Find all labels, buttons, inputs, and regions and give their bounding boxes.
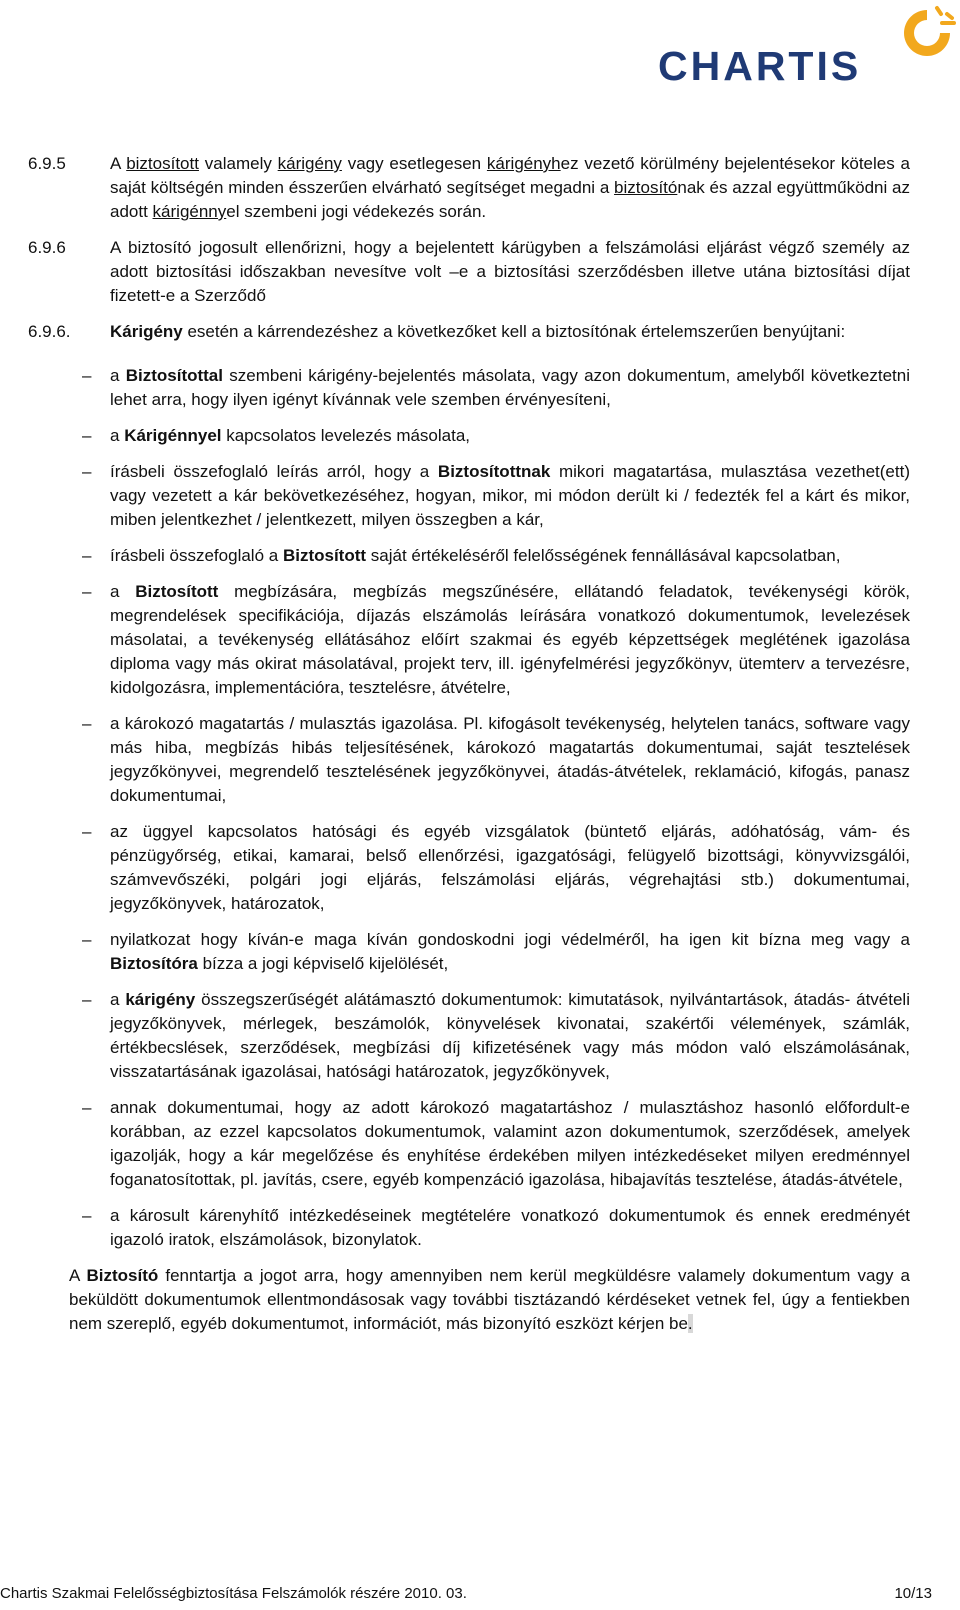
section-number: 6.9.5 bbox=[28, 154, 66, 173]
closing-paragraph: A Biztosító fenntartja a jogot arra, hogy amennyiben nem kerül megküldésre valamely dokumentum vagy a beküldött dokumentumok ellentmondásosak vagy további tisztázandó kérdéseket vetnek fel, úgy a fentiekben nem szereplő, egyéb dokumentumot, információt, más bizonyító eszközt kérjen be. bbox=[69, 1266, 911, 1333]
section-text: Kárigény esetén a kárrendezéshez a következőket kell a biztosítónak értelemszerűen benyújtani: bbox=[110, 322, 846, 341]
sun-icon bbox=[898, 4, 956, 62]
section-text: A biztosító jogosult ellenőrizni, hogy a bejelentett kárügyben a felszámolási eljárást végző személy az adott biztosítási időszakban nevesítve volt –e a biztosítási szerződésben illetve utána biztosítási díjat fizetett-e a Szerződő bbox=[110, 238, 910, 305]
list-item: – a Biztosított megbízására, megbízás megszűnésére, ellátandó feladatok, tevékenységi körök, megrendelések specifikációja, díjazás elszámolás leírására vonatkozó dokumentumok, levelezések másolatai, a tevékenység ellátásához előírt szakmai és egyéb képzettségek meglétének igazolása diploma vagy más okirat másolatával, projekt terv, ill. igényfelmérési jegyzőkönyv, ütemterv a tervezésre, kidolgozásra, implementációra, tesztelésre, átvételre, bbox=[82, 582, 911, 697]
list-item: – a Kárigénnyel kapcsolatos levelezés másolata, bbox=[82, 426, 471, 445]
section-6-9-6-claim bbox=[28, 320, 910, 344]
list-item: – a Biztosítottal szembeni kárigény-bejelentés másolata, vagy azon dokumentum, amelyből következtetni lehet arra, hogy ilyen igényt kívánnak vele szemben érvényesíteni, bbox=[82, 366, 910, 409]
section-number: 6.9.6. bbox=[28, 322, 71, 341]
list-item: – az üggyel kapcsolatos hatósági és egyéb vizsgálatok (büntető eljárás, adóhatóság, vám- és pénzügyőrség, etikai, kamarai, belső ellenőrzési, igazgatósági, felügyelő bizottsági, könyvvizsgálói, számvevőszéki, polgári jogi eljárás, felszámolási eljárás, végrehajtási stb.) dokumentumai, jegyzőkönyvek, határozatok, bbox=[82, 822, 910, 913]
section-number: 6.9.6 bbox=[28, 238, 66, 257]
list-item: – írásbeli összefoglaló leírás arról, hogy a Biztosítottnak mikori magatartása, mulasztása vezethet(ett) vagy vezetett a kár bekövetkezéséhez, hogyan, mikor, mi módon derült ki / fedezték fel a kárt és mikor, miben jelentkezhet / jelentkezett, milyen összegben a kár, bbox=[82, 462, 910, 529]
section-6-9-6-check bbox=[28, 236, 910, 308]
chartis-logo bbox=[658, 4, 956, 88]
list-item: – a károsult kárenyhítő intézkedéseinek megtételére vonatkozó dokumentumok és ennek eredményét igazoló iratok, elszámolások, bizonylatok. bbox=[82, 1206, 910, 1249]
logo-wordmark: CHARTIS bbox=[658, 43, 862, 89]
footer-title: Chartis Szakmai Felelősségbiztosítása Felszámolók részére 2010. 03. bbox=[0, 1585, 467, 1602]
section-6-9-5 bbox=[28, 152, 910, 224]
section-text: A biztosított valamely kárigény vagy esetlegesen kárigényhez vezető körülmény bejelentésekor köteles a saját költségén minden ésszerűen elvárható segítséget megadni a biztosítónak és azzal együttműködni az adott kárigénnyel szembeni jogi védekezés során. bbox=[110, 154, 910, 221]
list-item: – a károkozó magatartás / mulasztás igazolása. Pl. kifogásolt tevékenység, helytelen tanács, software vagy más hiba, megbízás hibás teljesítésének, károkozó magatartás dokumentumai, saját tesztelések jegyzőkönyvei, megrendelő tesztelésének jegyzőkönyvei, átadás-átvételek, reklamáció, kifogás, panasz dokumentumai, bbox=[82, 714, 910, 805]
list-item: – annak dokumentumai, hogy az adott károkozó magatartáshoz / mulasztáshoz hasonló előfordult-e korábban, az ezzel kapcsolatos dokumentumok, valamint azon dokumentumok, szerződések, amelyek igazolják, hogy a kár megelőzése és enyhítése érdekében milyen intézkedéseket milyen eredménnyel foganatosítottak, pl. javítás, csere, egyéb kompenzáció igazolása, hibajavítás tesztelése, átadás-átvétele, bbox=[82, 1098, 910, 1189]
list-item: – a kárigény összegszerűségét alátámasztó dokumentumok: kimutatások, nyilvántartások, átadás- átvételi jegyzőkönyvek, mérlegek, beszámolók, könyvelések kivonatai, szakértői vélemények, számlák, értékbecslések, szerződések, megbízási díj kifizetésének vagy más módon való elszámolásának, visszatartásának igazolásai, hatósági határozatok, jegyzőkönyvek, bbox=[82, 990, 910, 1081]
list-item: – nyilatkozat hogy kíván-e maga kíván gondoskodni jogi védelméről, ha igen kit bízna meg vagy a Biztosítóra bízza a jogi képviselő kijelölését, bbox=[82, 930, 910, 973]
page-footer bbox=[0, 1585, 932, 1603]
list-item: – írásbeli összefoglaló a Biztosított saját értékeléséről felelősségének fennállásával kapcsolatban, bbox=[82, 546, 841, 565]
required-documents-list bbox=[28, 364, 910, 1252]
document-body bbox=[28, 152, 910, 1336]
page-number: 10/13 bbox=[894, 1585, 932, 1602]
